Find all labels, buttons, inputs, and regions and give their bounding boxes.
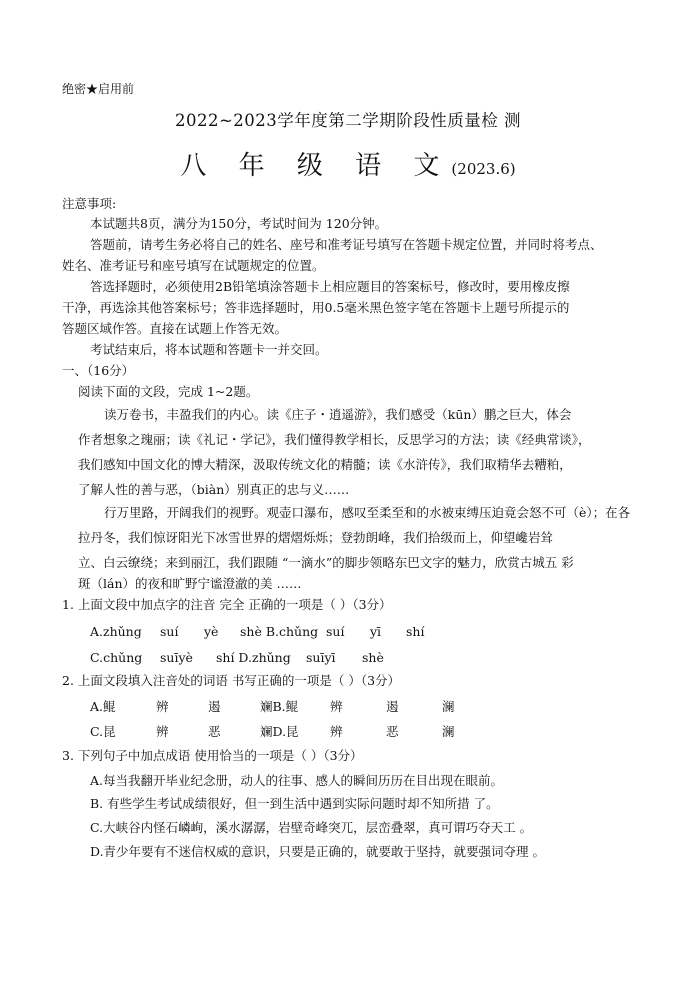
question-3-option-d: D.青少年要有不迷信权威的意识，只要是正确的，就要敢于坚持，就要强词夺理 。	[90, 844, 546, 859]
option-part: 辨	[156, 724, 169, 739]
passage-line: 立、白云缭绕；来到丽江，我们跟随 “一滴水”的脚步领略东巴文字的魅力，欣赏古城五 彩	[78, 555, 574, 570]
passage-line: 行万里路，开阔我们的视野。观壶口瀑布，感叹至柔至和的水被束缚压迫竟会怒不可（è）；在各	[104, 505, 631, 520]
option-part: shè B.chǔng	[240, 624, 319, 639]
option-part: 遏	[208, 699, 221, 714]
option-part: shè	[362, 650, 384, 665]
option-part: yè	[204, 624, 219, 639]
notice-item-2: 答题前，请考生务必将自己的姓名、座号和准考证号填写在答题卡规定位置，并同时将考点、	[90, 237, 603, 252]
question-3-option-a: A.每当我翻开毕业纪念册，动人的往事、感人的瞬间历历在目出现在眼前。	[90, 773, 504, 788]
option-part: shí	[406, 624, 425, 639]
option-part: yī	[370, 624, 382, 639]
question-2-options-row	[90, 724, 455, 740]
option-part: 恶	[386, 724, 399, 739]
exam-title-line: 2022~2023学年度第二学期阶段性质量检 测	[174, 111, 522, 130]
notice-item-4: 考试结束后，将本试题和答题卡一并交回。	[90, 342, 328, 357]
option-part: 辨	[330, 699, 343, 714]
question-2-stem: 2. 上面文段填入注音处的词语 书写正确的一项是（ ）（3分）	[62, 673, 401, 688]
option-part: C.chǔng	[90, 650, 143, 665]
reading-instruction: 阅读下面的文段，完成 1~2题。	[78, 384, 259, 399]
question-1-stem: 1. 上面文段中加点字的注音 完全 正确的一项是（ ）（3分）	[62, 597, 392, 612]
option-part: 辨	[330, 724, 343, 739]
question-3-option-c: C.大峡谷内怪石嶙峋，溪水潺潺，岩壁奇峰突兀，层峦叠翠，真可谓巧夺天工 。	[90, 820, 533, 835]
option-part: A.鲲	[90, 699, 116, 714]
option-part: suīyī	[306, 650, 336, 665]
option-part: 恶	[208, 724, 221, 739]
question-2-options-row	[90, 699, 455, 715]
passage-line: 我们感知中国文化的博大精深，汲取传统文化的精髓；读《水浒传》，我们取精华去糟粕，	[78, 457, 572, 472]
option-part: 澜	[442, 699, 455, 714]
option-part: suí	[160, 624, 179, 639]
notice-item-3-cont2: 答题区域作答。直接在试题上作答无效。	[62, 321, 288, 336]
exam-date: (2023.6)	[451, 160, 516, 178]
option-part: 澜	[442, 724, 455, 739]
passage-line: 拉丹冬，我们惊讶阳光下冰雪世界的熠熠烁烁；登勃朗峰，我们拾级而上，仰望巉岩耸	[78, 530, 554, 545]
option-part: 辨	[156, 699, 169, 714]
confidential-label: 绝密★启用前	[62, 82, 135, 96]
subject-name: 八 年 级 语 文	[180, 151, 452, 181]
option-part: suí	[326, 624, 345, 639]
exam-subject-title	[0, 150, 696, 185]
notice-item-3: 答选择题时，必须使用2B铅笔填涂答题卡上相应题目的答案标号，修改时，要用橡皮擦	[90, 279, 570, 294]
notice-heading: 注意事项:	[62, 196, 117, 211]
notice-item-1: 本试题共8页，满分为150分，考试时间为 120分钟。	[90, 216, 388, 231]
passage-line: 读万卷书，丰盈我们的内心。读《庄子・逍遥游》，我们感受（kūn）鹏之巨大，体会	[104, 407, 572, 422]
notice-item-3-cont: 干净，再选涂其他答案标号；答非选择题时，用0.5毫米黑色签字笔在答题卡上题号所提示的	[62, 300, 570, 315]
section-heading: 一、（16分）	[62, 363, 135, 378]
option-part: C.昆	[90, 724, 116, 739]
option-part: 遏	[386, 699, 399, 714]
question-3-stem: 3. 下列句子中加点成语 使用恰当的一项是（ ）（3分）	[62, 748, 363, 763]
passage-line: 斑（lán）的夜和旷野宁谧澄澈的美 ……	[78, 576, 302, 591]
passage-line: 作者想象之瑰丽；读《礼记・学记》，我们懂得教学相长，反思学习的方法；读《经典常谈》，	[78, 432, 591, 447]
option-part: 斓D.昆	[260, 724, 299, 739]
option-part: 斓B.鲲	[260, 699, 299, 714]
option-part: suīyè	[160, 650, 193, 665]
question-1-options-row	[90, 650, 384, 666]
option-part: shí D.zhǔng	[216, 650, 291, 665]
question-3-option-b: B. 有些学生考试成绩很好，但一到生活中遇到实际问题时却不知所措 了。	[90, 796, 499, 811]
notice-item-2-cont: 姓名、准考证号和座号填写在试题规定的位置。	[62, 258, 325, 273]
passage-line: 了解人性的善与恶，（biàn）别真正的忠与义……	[78, 482, 350, 497]
option-part: A.zhǔng	[90, 624, 142, 639]
question-1-options-row	[90, 624, 424, 640]
